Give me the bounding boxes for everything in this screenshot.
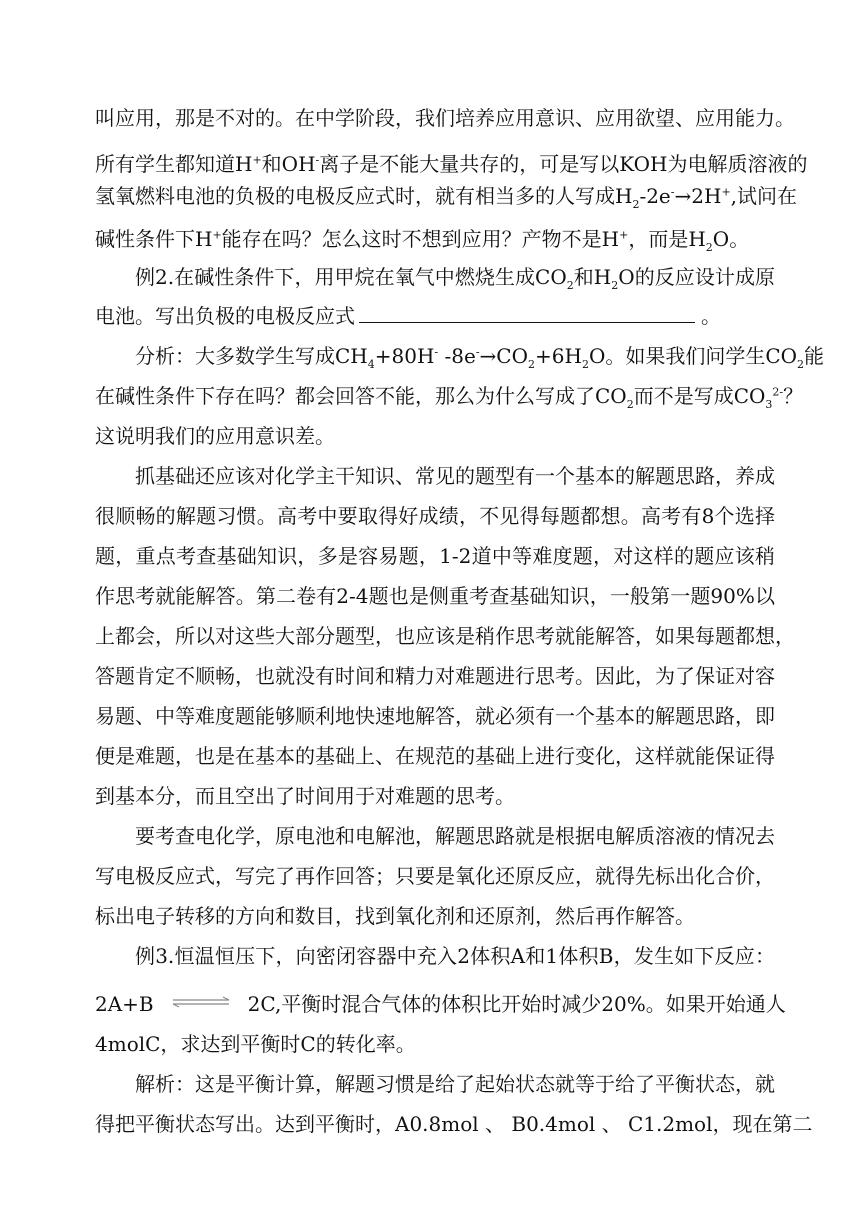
paragraph-line: 上都会，所以对这些大部分题型，也应该是稍作思考就能解答，如果每题都想， [95, 624, 795, 648]
paragraph-line: 氢氧燃料电池的负极的电极反应式时，就有相当多的人写成$H_2-2e^-\to 2H^+$,试问在 [95, 184, 798, 211]
equilibrium-arrow-icon [172, 996, 230, 1008]
analysis-line: 分析：大多数学生写成$CH_4+80H^-$ $-8e^-\to CO_2+6H_2O$。如果我们问学生$CO_2$能 [135, 344, 825, 371]
paragraph-line: 这说明我们的应用意识差。 [95, 424, 335, 448]
paragraph-line: 所有学生都知道H+和OH-离子是不能大量共存的，可是写以KOH为电解质溶液的 [95, 152, 808, 176]
answer-blank [359, 302, 695, 323]
paragraph-line: 写电极反应式，写完了再作回答；只要是氧化还原反应，就得先标出化合价， [95, 864, 775, 888]
paragraph-line: 在碱性条件下存在吗？都会回答不能，那么为什么写成了$CO_2$而不是写成$CO_3^{2-}$？ [95, 384, 804, 411]
paragraph-line: 碱性条件下H+能存在吗？怎么这时不想到应用？产物不是H+，而是$H_2O$。 [95, 227, 750, 254]
reaction-equation-line: 2A+B 2C,平衡时混合气体的体积比开始时减少20%。如果开始通人 [95, 992, 786, 1016]
paragraph-line: 作思考就能解答。第二卷有2-4题也是侧重考查基础知识，一般第一题90%以 [95, 584, 775, 608]
paragraph-line: 抓基础还应该对化学主干知识、常见的题型有一个基本的解题思路，养成 [135, 464, 775, 488]
paragraph-line: 得把平衡状态写出。达到平衡时，A0.8mol 、 B0.4mol 、 C1.2mol，现在第二 [95, 1112, 813, 1136]
paragraph-line: 答题肯定不顺畅，也就没有时间和精力对难题进行思考。因此，为了保证对容 [95, 664, 775, 688]
paragraph-line: 很顺畅的解题习惯。高考中要取得好成绩，不见得每题都想。高考有8个选择 [95, 504, 775, 528]
paragraph-line: 叫应用，那是不对的。在中学阶段，我们培养应用意识、应用欲望、应用能力。 [95, 106, 795, 130]
paragraph-line: 要考查电化学，原电池和电解池，解题思路就是根据电解质溶液的情况去 [135, 824, 775, 848]
paragraph-line: 易题、中等难度题能够顺利地快速地解答，就必须有一个基本的解题思路，即 [95, 704, 775, 728]
paragraph-line: 题，重点考查基础知识，多是容易题，1-2道中等难度题，对这样的题应该稍 [95, 544, 775, 568]
solution-line: 解析：这是平衡计算，解题习惯是给了起始状态就等于给了平衡状态，就 [135, 1072, 775, 1096]
example-3-line: 例3.恒温恒压下，向密闭容器中充入2体积A和1体积B，发生如下反应： [135, 944, 775, 968]
paragraph-line: 4molC，求达到平衡时C的转化率。 [95, 1032, 416, 1056]
paragraph-line: 便是难题，也是在基本的基础上、在规范的基础上进行变化，这样就能保证得 [95, 744, 775, 768]
paragraph-line: 电池。写出负极的电极反应式 。 [95, 304, 721, 328]
paragraph-line: 标出电子转移的方向和数目，找到氧化剂和还原剂，然后再作解答。 [95, 904, 695, 928]
paragraph-line: 到基本分，而且空出了时间用于对难题的思考。 [95, 784, 515, 808]
example-2-line: 例2.在碱性条件下，用甲烷在氧气中燃烧生成$CO_2$和$H_2O$的反应设计成原 [135, 265, 775, 292]
